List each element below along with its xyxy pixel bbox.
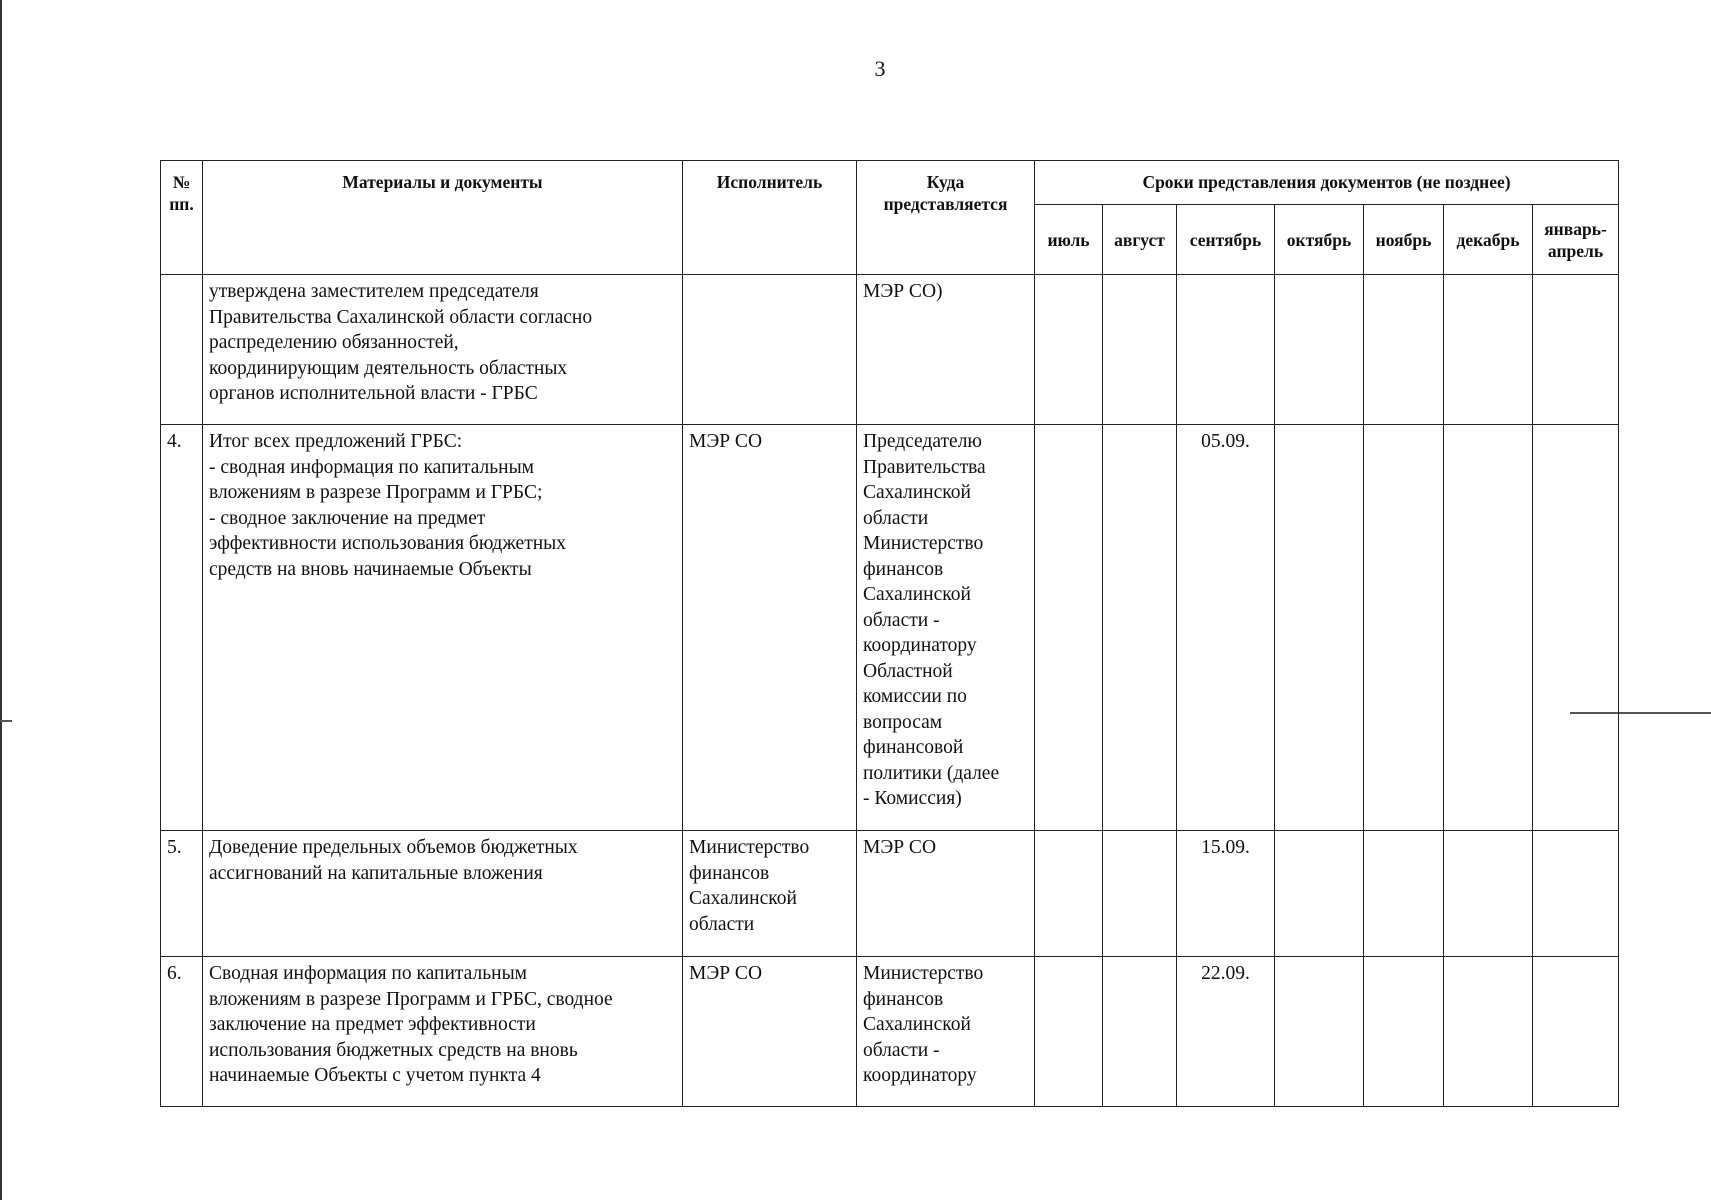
document-table (160, 160, 1619, 1107)
header-month-november: ноябрь (1364, 205, 1444, 275)
row-november (1364, 275, 1444, 425)
header-destination: Куда представляется (857, 161, 1035, 275)
row-destination: Председателю Правительства Сахалинской области Министерство финансов Сахалинской области - координатору Областной комиссии по вопросам финансовой политики (далее - Комиссия) (857, 425, 1035, 831)
row-destination: МЭР СО) (857, 275, 1035, 425)
row-august (1103, 425, 1177, 831)
page-number: 3 (874, 56, 886, 81)
header-month-august: август (1103, 205, 1177, 275)
header-executor: Исполнитель (683, 161, 857, 275)
row-executor: Министерство финансов Сахалинской области (683, 831, 857, 957)
scan-mark (0, 720, 12, 722)
header-materials: Материалы и документы (203, 161, 683, 275)
row-december (1444, 831, 1533, 957)
row-august (1103, 275, 1177, 425)
row-jan-apr (1533, 425, 1619, 831)
row-november (1364, 425, 1444, 831)
row-september: 05.09. (1177, 425, 1275, 831)
row-august (1103, 831, 1177, 957)
row-materials: Сводная информация по капитальным вложениям в разрезе Программ и ГРБС, сводное заключение на предмет эффективности использования бюджетных средств на вновь начинаемые Объекты с учетом пункта 4 (203, 957, 683, 1107)
header-row (161, 161, 1619, 205)
row-executor: МЭР СО (683, 425, 857, 831)
header-deadlines: Сроки представления документов (не позднее) (1035, 161, 1619, 205)
row-september: 22.09. (1177, 957, 1275, 1107)
row-destination: МЭР СО (857, 831, 1035, 957)
header-month-december: декабрь (1444, 205, 1533, 275)
scan-edge-line (0, 0, 2, 1200)
table-row (161, 275, 1619, 425)
row-num (161, 275, 203, 425)
row-num: 5. (161, 831, 203, 957)
row-july (1035, 957, 1103, 1107)
row-jan-apr (1533, 831, 1619, 957)
header-month-july: июль (1035, 205, 1103, 275)
row-materials: Итог всех предложений ГРБС: - сводная информация по капитальным вложениям в разрезе Программ и ГРБС; - сводное заключение на предмет эффективности использования бюджетных средств на вновь начинаемые Объекты (203, 425, 683, 831)
table-row (161, 831, 1619, 957)
row-num: 4. (161, 425, 203, 831)
row-december (1444, 275, 1533, 425)
row-july (1035, 425, 1103, 831)
row-jan-apr (1533, 957, 1619, 1107)
row-september (1177, 275, 1275, 425)
table-row (161, 425, 1619, 831)
row-august (1103, 957, 1177, 1107)
row-september: 15.09. (1177, 831, 1275, 957)
row-october (1275, 275, 1364, 425)
row-destination: Министерство финансов Сахалинской области - координатору (857, 957, 1035, 1107)
row-executor: МЭР СО (683, 957, 857, 1107)
row-num: 6. (161, 957, 203, 1107)
header-num: № пп. (161, 161, 203, 275)
row-executor (683, 275, 857, 425)
row-materials: утверждена заместителем председателя Правительства Сахалинской области согласно распределению обязанностей, координирующим деятельность областных органов исполнительной власти - ГРБС (203, 275, 683, 425)
row-jan-apr (1533, 275, 1619, 425)
table-row (161, 957, 1619, 1107)
header-month-september: сентябрь (1177, 205, 1275, 275)
row-july (1035, 275, 1103, 425)
row-december (1444, 957, 1533, 1107)
row-october (1275, 425, 1364, 831)
row-july (1035, 831, 1103, 957)
row-november (1364, 831, 1444, 957)
row-december (1444, 425, 1533, 831)
row-october (1275, 957, 1364, 1107)
header-month-october: октябрь (1275, 205, 1364, 275)
row-november (1364, 957, 1444, 1107)
row-october (1275, 831, 1364, 957)
row-materials: Доведение предельных объемов бюджетных ассигнований на капитальные вложения (203, 831, 683, 957)
header-month-jan-apr: январь- апрель (1533, 205, 1619, 275)
